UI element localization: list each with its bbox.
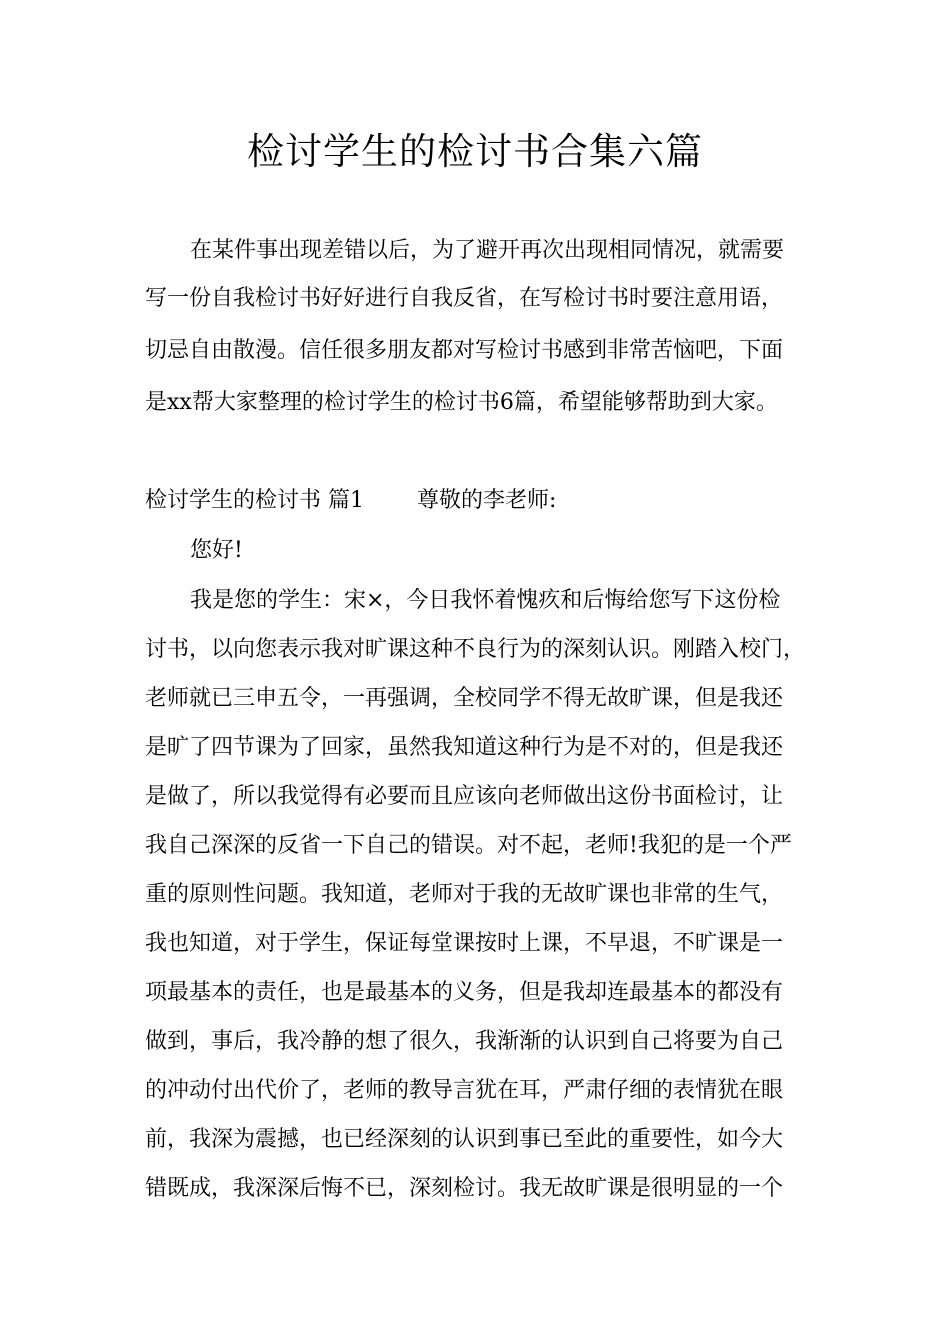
- body-line: 是做了，所以我觉得有必要而且应该向老师做出这份书面检讨，让: [145, 784, 784, 809]
- body-line: 讨书，以向您表示我对旷课这种不良行为的深刻认识。刚踏入校门，: [145, 637, 806, 662]
- intro-line: 在某件事出现差错以后，为了避开再次出现相同情况，就需要: [190, 238, 785, 263]
- document-title: 检讨学生的检讨书合集六篇: [247, 130, 703, 173]
- intro-line: 切忌自由散漫。信任很多朋友都对写检讨书感到非常苦恼吧，下面: [145, 338, 784, 363]
- greeting: 您好!: [190, 538, 243, 563]
- body-line: 我也知道，对于学生，保证每堂课按时上课，不早退，不旷课是一: [145, 931, 784, 956]
- body-line: 我是您的学生：宋×，今日我怀着愧疚和后悔给您写下这份检: [190, 588, 781, 613]
- intro-line: 是xx帮大家整理的检讨学生的检讨书6篇，希望能够帮助到大家。: [145, 390, 778, 415]
- body-line: 是旷了四节课为了回家，虽然我知道这种行为是不对的，但是我还: [145, 735, 784, 760]
- salutation: 尊敬的李老师:: [417, 488, 557, 513]
- body-line: 重的原则性问题。我知道，老师对于我的无故旷课也非常的生气，: [145, 882, 784, 907]
- body-line: 我自己深深的反省一下自己的错误。对不起，老师!我犯的是一个严: [145, 833, 792, 858]
- intro-line: 写一份自我检讨书好好进行自我反省，在写检讨书时要注意用语，: [145, 286, 784, 311]
- body-line: 项最基本的责任，也是最基本的义务，但是我却连最基本的都没有: [145, 980, 784, 1005]
- body-line: 前，我深为震撼，也已经深刻的认识到事已至此的重要性，如今大: [145, 1127, 784, 1152]
- body-line: 做到，事后，我冷静的想了很久，我渐渐的认识到自己将要为自己: [145, 1029, 784, 1054]
- body-line: 老师就已三申五令，一再强调，全校同学不得无故旷课，但是我还: [145, 686, 784, 711]
- body-line: 的冲动付出代价了，老师的教导言犹在耳，严肃仔细的表情犹在眼: [145, 1078, 784, 1103]
- section-heading: 检讨学生的检讨书 篇1: [145, 488, 364, 513]
- body-line: 错既成，我深深后悔不已，深刻检讨。我无故旷课是很明显的一个: [145, 1176, 784, 1201]
